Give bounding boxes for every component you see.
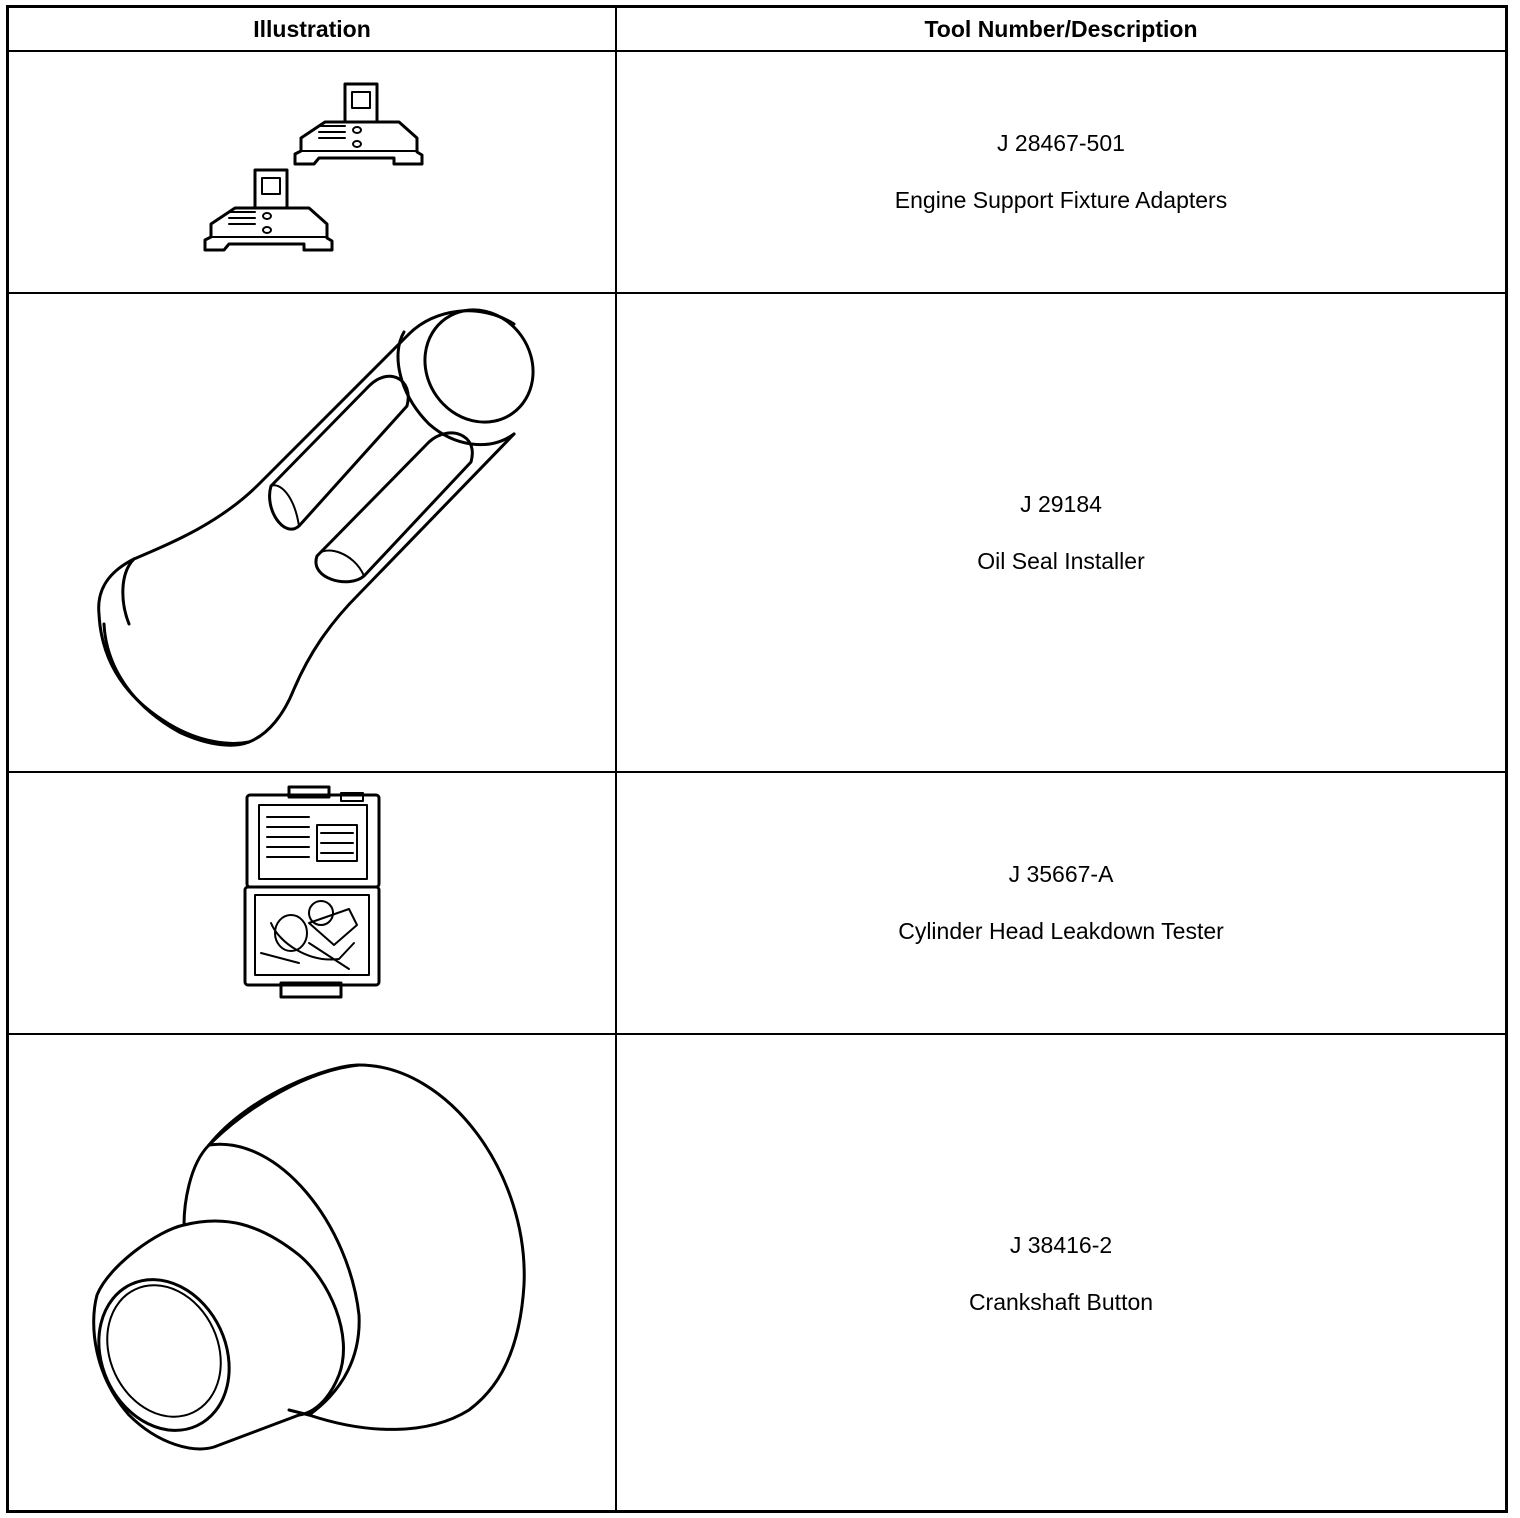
table-row (617, 294, 1505, 771)
tool-number: J 38416-2 (1009, 1232, 1113, 1258)
header-illustration: Illustration (253, 15, 371, 42)
table-row (617, 773, 1505, 1033)
table-row (617, 52, 1505, 292)
tool-description: Oil Seal Installer (977, 547, 1145, 574)
tool-number: J 29184 (1020, 490, 1102, 517)
leakdown-tester-case-illustration (9, 773, 615, 1033)
table-row-illustration (9, 773, 615, 1033)
engine-support-fixture-adapters-illustration (9, 52, 615, 292)
table-row (617, 1035, 1505, 1513)
tool-description: Engine Support Fixture Adapters (894, 187, 1228, 213)
crankshaft-button-illustration (9, 1035, 615, 1513)
table-row-illustration (9, 1035, 615, 1513)
tool-description: Cylinder Head Leakdown Tester (898, 918, 1224, 944)
tool-table (6, 5, 1508, 1513)
table-row-illustration (9, 52, 615, 292)
tool-description: Crankshaft Button (968, 1289, 1154, 1315)
tool-number: J 35667-A (1008, 861, 1114, 887)
header-tool-description: Tool Number/Description (924, 15, 1198, 42)
table-row-illustration (9, 294, 615, 771)
oil-seal-installer-illustration (9, 294, 615, 771)
tool-number: J 28467-501 (997, 130, 1125, 156)
